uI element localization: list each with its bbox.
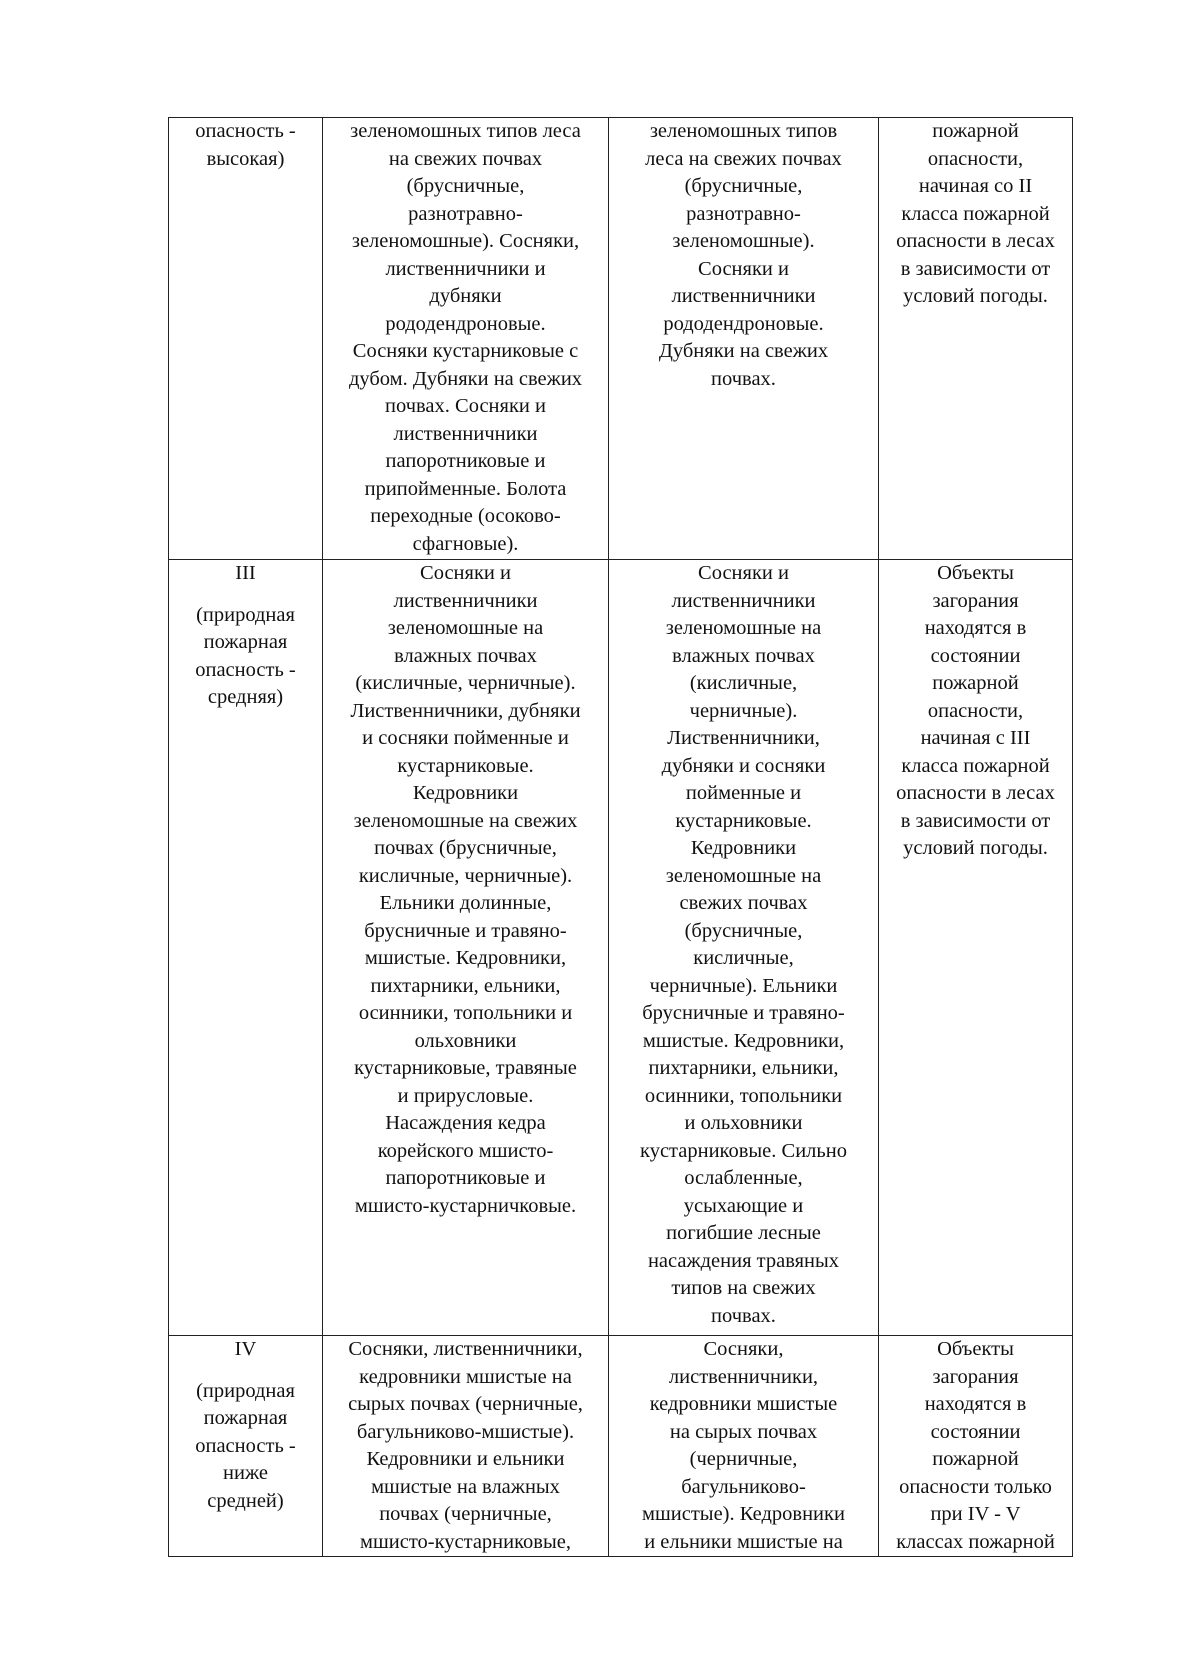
text-line: Объекты (937, 562, 1014, 584)
text-line: Лиственничники, (667, 727, 820, 749)
text-line: опасность - (195, 658, 296, 681)
text-line: мшисто-кустарниковые, (360, 1530, 571, 1553)
text-line: Дубняки на свежих (658, 340, 829, 362)
text-line: погибшие лесные (666, 1222, 821, 1244)
text-line: ослабленные, (684, 1167, 803, 1189)
text-line: брусничные и травяно- (642, 1002, 845, 1024)
forest-types-alt-text (611, 1336, 876, 1556)
text-line: в зависимости от (900, 809, 1051, 832)
text-line: лиственничники и (385, 257, 546, 280)
text-line: (кисличные, (689, 672, 798, 694)
text-line: влажных почвах (672, 644, 815, 667)
text-line: и ельники мшистые на (644, 1530, 843, 1553)
text-line: Кедровники (412, 782, 519, 804)
text-line: зеленомошных типов леса (350, 120, 581, 142)
text-line: Кедровники (690, 837, 797, 859)
text-line: Сосняки, лиственничники, (348, 1338, 583, 1360)
text-line: класса пожарной (901, 202, 1050, 225)
text-line: (брусничные, (684, 175, 803, 197)
text-line: начиная с III (920, 727, 1031, 749)
text-line: черничные). (689, 699, 798, 722)
text-line: и прирусловые. (397, 1084, 534, 1107)
text-line: влажных почвах (394, 644, 537, 667)
text-line: переходные (осоково- (370, 505, 561, 527)
class-cell (169, 118, 323, 560)
text-line: пойменные и (685, 782, 802, 804)
text-line: (природная (196, 603, 295, 626)
text-line: Кедровники и ельники (366, 1448, 565, 1470)
text-line: рододендроновые. (663, 312, 824, 335)
text-line: Сосняки и (698, 257, 789, 280)
forest-types-text (325, 1336, 606, 1556)
forest-types-text (325, 118, 606, 558)
text-line: классах пожарной (896, 1530, 1055, 1553)
text-line: мшистые. Кедровники, (642, 1029, 845, 1052)
text-line: зеленомошные на свежих (353, 809, 578, 832)
fire-condition-text (881, 118, 1070, 311)
text-line: состоянии (930, 644, 1021, 667)
text-line: (кисличные, черничные). (355, 672, 576, 694)
text-line: осинники, топольники (644, 1084, 843, 1107)
text-line: загорания (932, 589, 1019, 612)
text-line: условий погоды. (903, 285, 1048, 307)
text-line: и ольховники (684, 1112, 803, 1134)
text-line: сфагновые). (412, 532, 519, 555)
text-line: мшистые). Кедровники (642, 1503, 845, 1525)
text-line: лиственничники (671, 589, 816, 612)
text-line: кедровники мшистые (649, 1393, 838, 1415)
forest-types-text (325, 560, 606, 1220)
forest-types-alt-text (611, 118, 876, 393)
text-line: высокая) (206, 147, 285, 170)
fire-condition-cell (879, 560, 1073, 1336)
text-line: при IV - V (930, 1503, 1021, 1525)
text-line: ниже (223, 1462, 268, 1484)
text-line: зеленомошные на (665, 864, 822, 887)
class-cell (169, 1336, 323, 1557)
text-line: мшистые. Кедровники, (364, 947, 567, 969)
text-line: опасность - (195, 120, 296, 142)
text-line: зеленомошные). (672, 230, 815, 252)
class-desc (171, 118, 320, 173)
text-line: припойменные. Болота (364, 477, 567, 500)
text-line: багульниково-мшистые). (356, 1420, 575, 1443)
text-line: в зависимости от (900, 257, 1051, 280)
text-line: (черничные, (689, 1448, 798, 1470)
text-line: усыхающие и (683, 1194, 804, 1217)
forest-types-alt-cell (609, 560, 879, 1336)
text-line: Объекты (937, 1338, 1014, 1360)
text-line: зеленомошные на (665, 617, 822, 639)
text-line: на свежих почвах (388, 147, 543, 170)
text-line: свежих почвах (679, 892, 808, 914)
text-line: почвах. (711, 1304, 776, 1327)
text-line: ольховники (414, 1029, 517, 1052)
text-line: лиственничники (393, 589, 538, 612)
text-line: опасность - (195, 1434, 296, 1457)
text-line: кисличные, черничные). (358, 864, 573, 887)
text-line: осинники, топольники и (358, 1002, 573, 1024)
text-line: дубом. Дубняки на свежих (348, 367, 583, 390)
text-line: средней) (207, 1489, 284, 1512)
text-line: типов на свежих (671, 1277, 816, 1299)
fire-condition-cell (879, 118, 1073, 560)
forest-types-cell (323, 118, 609, 560)
text-line: пожарной (932, 1448, 1019, 1470)
text-line: Ельники долинные, (379, 892, 552, 914)
text-line: пожарная (203, 1407, 288, 1429)
text-line: Насаждения кедра (385, 1112, 546, 1134)
text-line: и сосняки пойменные и (362, 727, 569, 749)
text-line: лиственничники (393, 422, 538, 445)
class-label: III (235, 562, 256, 584)
text-line: пихтарники, ельники, (370, 974, 561, 997)
text-line: дубняки и сосняки (661, 754, 826, 777)
text-line: дубняки (429, 285, 502, 307)
text-line: кустарниковые. (397, 754, 534, 777)
forest-types-alt-cell (609, 118, 879, 560)
text-line: разнотравно- (686, 202, 801, 225)
text-line: (брусничные, (406, 175, 525, 197)
fire-condition-text (881, 1336, 1070, 1556)
forest-types-cell (323, 1336, 609, 1557)
text-line: опасности только (899, 1475, 1052, 1498)
text-line: Сосняки и (698, 562, 789, 584)
text-line: загорания (932, 1365, 1019, 1388)
text-line: брусничные и травяно- (364, 919, 567, 942)
text-line: лиственничники, (668, 1365, 819, 1388)
text-line: зеленомошные). Сосняки, (351, 230, 580, 252)
text-line: разнотравно- (408, 202, 523, 225)
text-line: мшисто-кустарничковые. (354, 1194, 577, 1217)
text-line: кисличные, (693, 947, 794, 969)
text-line: состоянии (930, 1420, 1021, 1443)
text-line: кедровники мшистые на (359, 1365, 572, 1388)
text-line: папоротниковые и (385, 450, 546, 472)
fire-condition-cell (879, 1336, 1073, 1557)
fire-danger-table (168, 117, 1073, 1557)
text-line: багульниково- (681, 1475, 806, 1498)
text-line: пихтарники, ельники, (648, 1057, 839, 1079)
text-line: находятся в (924, 617, 1027, 639)
text-line: Сосняки кустарниковые с (352, 340, 579, 362)
text-line: пожарной (932, 672, 1019, 694)
text-line: средняя) (207, 686, 284, 708)
text-line: Сосняки, (703, 1338, 784, 1360)
text-line: Лиственничники, дубняки (350, 699, 581, 722)
text-line: почвах (черничные, (379, 1503, 552, 1525)
text-line: зеленомошные на (387, 617, 544, 639)
text-line: зеленомошных типов (649, 120, 838, 142)
text-line: почвах (брусничные, (374, 837, 557, 859)
text-line: кустарниковые. (675, 809, 812, 832)
text-line: опасности в лесах (896, 782, 1055, 804)
text-line: леса на свежих почвах (645, 147, 842, 170)
text-line: рододендроновые. (385, 312, 546, 335)
text-line: насаждения травяных (647, 1249, 840, 1272)
table-row (169, 118, 1073, 560)
class-desc (171, 1378, 320, 1516)
text-line: опасности, (927, 147, 1024, 170)
class-label: IV (234, 1338, 257, 1360)
text-line: находятся в (924, 1393, 1027, 1415)
text-line: Сосняки и (420, 562, 511, 584)
text-line: мшистые на влажных (371, 1475, 560, 1498)
class-cell (169, 560, 323, 1336)
text-line: кустарниковые. Сильно (640, 1139, 847, 1162)
text-line: почвах. (711, 367, 776, 390)
forest-types-cell (323, 560, 609, 1336)
text-line: опасности, (927, 699, 1024, 722)
text-line: лиственничники (671, 285, 816, 307)
text-line: класса пожарной (901, 754, 1050, 777)
text-line: кустарниковые, травяные (354, 1057, 577, 1079)
text-line: папоротниковые и (385, 1167, 546, 1189)
text-line: пожарной (932, 120, 1019, 142)
text-line: пожарная (203, 631, 288, 653)
text-line: сырых почвах (черничные, (348, 1393, 583, 1415)
text-line: условий погоды. (903, 837, 1048, 859)
fire-condition-text (881, 560, 1070, 863)
forest-types-alt-cell (609, 1336, 879, 1557)
text-line: на сырых почвах (669, 1420, 818, 1443)
text-line: почвах. Сосняки и (385, 395, 546, 417)
text-line: черничные). Ельники (649, 974, 838, 997)
class-desc (171, 602, 320, 712)
table-row (169, 560, 1073, 1336)
text-line: корейского мшисто- (377, 1139, 554, 1162)
forest-types-alt-text (611, 560, 876, 1330)
text-line: начиная со II (918, 175, 1033, 197)
text-line: (брусничные, (684, 919, 803, 942)
text-line: опасности в лесах (896, 230, 1055, 252)
table-row (169, 1336, 1073, 1557)
text-line: (природная (196, 1379, 295, 1402)
